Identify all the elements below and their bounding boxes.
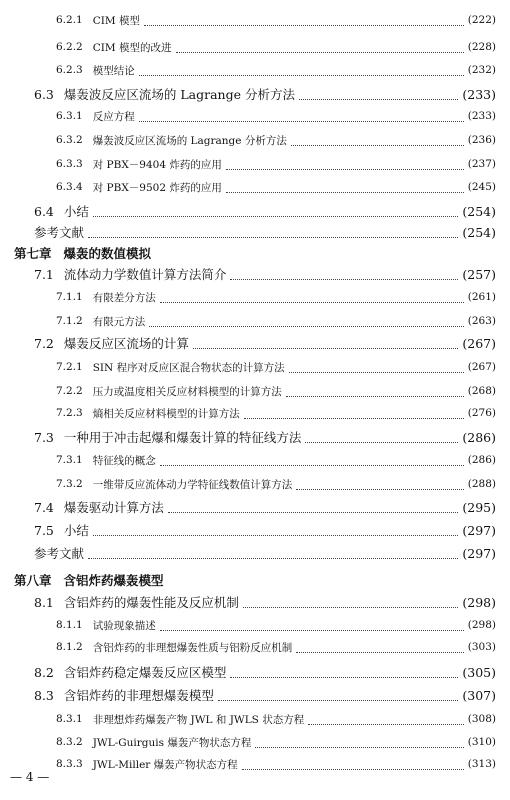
toc-entry-page: (267) <box>467 361 496 373</box>
toc-entry <box>0 285 510 309</box>
toc-entry-page: (261) <box>467 291 496 303</box>
dot-leader <box>308 724 464 725</box>
toc-entry-number: 6.4 <box>34 203 54 219</box>
toc-entry-page: (254) <box>462 203 496 219</box>
toc-entry-page: (228) <box>467 41 496 53</box>
toc-entry-page: (308) <box>467 713 496 725</box>
toc-entry-page: (232) <box>467 64 496 76</box>
toc-entry-page: (268) <box>467 385 496 397</box>
toc-entry-number: 7.1.1 <box>56 291 83 303</box>
dot-leader <box>286 396 464 397</box>
toc-entry <box>0 128 510 152</box>
toc-entry-page: (295) <box>462 499 496 515</box>
toc-entry <box>0 425 510 449</box>
toc-entry-number: 7.3.1 <box>56 454 83 466</box>
toc-entry-page: (276) <box>467 407 496 419</box>
dot-leader <box>299 99 458 100</box>
toc-entry-number: 7.1 <box>34 266 54 282</box>
dot-leader <box>144 25 464 26</box>
toc-entry-title: JWL-Guirguis 爆轰产物状态方程 <box>92 736 252 749</box>
toc-entry-title: 含铝炸药的爆轰性能及反应机制 <box>63 595 239 610</box>
toc-entry-number: 8.1.1 <box>56 619 83 631</box>
dot-leader <box>139 75 464 76</box>
toc-entry-page: (257) <box>462 266 496 282</box>
chapter-label: 第七章 <box>14 246 52 261</box>
toc-entry <box>0 262 510 286</box>
toc-entry-page: (233) <box>467 110 496 122</box>
toc-entry <box>0 331 510 355</box>
toc-entry <box>0 448 510 472</box>
dot-leader <box>296 652 464 653</box>
toc-entry-page: (297) <box>462 545 496 561</box>
toc-entry-title: 爆轰驱动计算方法 <box>63 500 164 515</box>
toc-entry-number: 7.1.2 <box>56 315 83 327</box>
toc-entry <box>0 472 510 496</box>
toc-entry-number: 8.3.2 <box>56 736 83 748</box>
dot-leader <box>226 192 464 193</box>
page-number: — 4 — <box>10 770 50 784</box>
toc-entry <box>0 707 510 731</box>
toc-entry <box>0 401 510 425</box>
toc-entry-page: (297) <box>462 522 496 538</box>
toc-entry-number: 7.3.2 <box>56 478 83 490</box>
toc-entry-page: (245) <box>467 181 496 193</box>
toc-entry-number: 7.2.3 <box>56 407 83 419</box>
toc-entry-page: (222) <box>467 14 496 26</box>
toc-entry <box>0 730 510 754</box>
toc-entry-title: 含铝炸药的非理想爆轰性质与铝粉反应机制 <box>92 641 293 654</box>
chapter-title: 爆轰的数值模拟 <box>63 246 152 261</box>
chapter-title: 含铝炸药爆轰模型 <box>63 573 164 588</box>
toc-entry-number: 6.2.1 <box>56 14 83 26</box>
toc-entry-title: 有限差分方法 <box>92 291 156 304</box>
toc-entry <box>0 518 510 542</box>
toc-entry-title: 反应方程 <box>92 110 135 123</box>
dot-leader <box>88 558 458 559</box>
toc-entry-title: 爆轰波反应区流场的 Lagrange 分析方法 <box>63 87 295 102</box>
chapter-label: 第八章 <box>14 573 52 588</box>
dot-leader <box>226 169 464 170</box>
toc-entry <box>0 104 510 128</box>
toc-entry <box>0 175 510 199</box>
toc-entry <box>0 309 510 333</box>
dot-leader <box>289 372 464 373</box>
toc-entry-title: 含铝炸药稳定爆轰反应区模型 <box>63 665 227 680</box>
toc-entry-number: 6.3.3 <box>56 158 83 170</box>
toc-entry-number: 7.5 <box>34 522 54 538</box>
toc-entry-page: (298) <box>467 619 496 631</box>
dot-leader <box>168 512 458 513</box>
dot-leader <box>88 237 458 238</box>
toc-entry-title: JWL-Miller 爆轰产物状态方程 <box>92 758 238 771</box>
dot-leader <box>230 279 458 280</box>
toc-entry <box>0 752 510 776</box>
toc-entry <box>0 152 510 176</box>
toc-entry <box>0 58 510 82</box>
toc-entry-page: (237) <box>467 158 496 170</box>
toc-entry <box>0 35 510 59</box>
toc-entry-number: 6.2.2 <box>56 41 83 53</box>
toc-entry-title: CIM 模型 <box>92 14 140 27</box>
toc-entry-number: 7.2 <box>34 335 54 351</box>
toc-entry <box>0 541 510 565</box>
dot-leader <box>305 442 458 443</box>
toc-entry-number: 6.2.3 <box>56 64 83 76</box>
dot-leader <box>93 535 458 536</box>
toc-entry-page: (236) <box>467 134 496 146</box>
toc-entry-page: (298) <box>462 594 496 610</box>
toc-entry-title: 熵相关反应材料模型的计算方法 <box>92 407 240 420</box>
toc-entry-title: 小结 <box>63 204 89 219</box>
dot-leader <box>160 630 464 631</box>
toc-entry-title: 压力或温度相关反应材料模型的计算方法 <box>92 385 282 398</box>
toc-entry-title: 对 PBX－9502 炸药的应用 <box>92 181 222 194</box>
toc-entry-number: 6.3.4 <box>56 181 83 193</box>
dot-leader <box>160 302 464 303</box>
toc-entry-page: (254) <box>462 224 496 240</box>
toc-entry-number: 6.3.2 <box>56 134 83 146</box>
dot-leader <box>160 465 464 466</box>
toc-entry-title: 模型结论 <box>92 64 135 77</box>
toc-entry-number: 8.2 <box>34 664 54 680</box>
toc-entry <box>0 355 510 379</box>
toc-entry-title: 流体动力学数值计算方法简介 <box>63 267 227 282</box>
toc-entry-title: 对 PBX－9404 炸药的应用 <box>92 158 222 171</box>
toc-entry-page: (233) <box>462 86 496 102</box>
toc-entry <box>0 590 510 614</box>
dot-leader <box>244 418 464 419</box>
toc-entry-page: (288) <box>467 478 496 490</box>
toc-entry-page: (307) <box>462 687 496 703</box>
toc-entry-page: (286) <box>462 429 496 445</box>
toc-entry-page: (263) <box>467 315 496 327</box>
dot-leader <box>255 747 463 748</box>
toc-entry-number: 8.3.3 <box>56 758 83 770</box>
toc-entry-title: SIN 程序对反应区混合物状态的计算方法 <box>92 361 285 374</box>
toc-entry-page: (286) <box>467 454 496 466</box>
toc-entry-title: 小结 <box>63 523 89 538</box>
dot-leader <box>242 769 464 770</box>
toc-entry-title: CIM 模型的改进 <box>92 41 172 54</box>
toc-entry-number: 7.3 <box>34 429 54 445</box>
dot-leader <box>291 145 464 146</box>
toc-entry-page: (310) <box>467 736 496 748</box>
dot-leader <box>93 216 458 217</box>
toc-entry <box>0 82 510 106</box>
toc-entry-page: (305) <box>462 664 496 680</box>
dot-leader <box>243 607 458 608</box>
toc-entry <box>0 635 510 659</box>
toc-entry-number: 6.3 <box>34 86 54 102</box>
toc-entry-number: 8.1 <box>34 594 54 610</box>
toc-entry-number: 7.4 <box>34 499 54 515</box>
toc-entry <box>0 660 510 684</box>
dot-leader <box>176 52 464 53</box>
toc-entry-title: 一种用于冲击起爆和爆轰计算的特征线方法 <box>63 430 302 445</box>
dot-leader <box>193 348 458 349</box>
toc-entry-title: 特征线的概念 <box>92 454 156 467</box>
toc-entry-title: 爆轰反应区流场的计算 <box>63 336 189 351</box>
toc-entry-page: (267) <box>462 335 496 351</box>
toc-entry-number: 8.3 <box>34 687 54 703</box>
toc-entry-title: 参考文献 <box>34 225 85 240</box>
toc-entry-page: (303) <box>467 641 496 653</box>
toc-entry-title: 有限元方法 <box>92 315 146 328</box>
toc-entry-title: 一维带反应流体动力学特征线数值计算方法 <box>92 478 293 491</box>
toc-entry <box>0 613 510 637</box>
chapter-heading <box>14 568 164 592</box>
toc-entry-title: 参考文献 <box>34 546 85 561</box>
dot-leader <box>230 677 458 678</box>
toc-entry <box>0 8 510 32</box>
dot-leader <box>218 700 458 701</box>
toc-entry-number: 7.2.2 <box>56 385 83 397</box>
toc-entry-page: (313) <box>467 758 496 770</box>
toc-entry-title: 非理想炸药爆轰产物 JWL 和 JWLS 状态方程 <box>92 713 305 726</box>
toc-entry <box>0 495 510 519</box>
toc-entry-title: 试验现象描述 <box>92 619 156 632</box>
toc-entry-title: 爆轰波反应区流场的 Lagrange 分析方法 <box>92 134 287 147</box>
toc-entry-number: 7.2.1 <box>56 361 83 373</box>
toc-entry-number: 6.3.1 <box>56 110 83 122</box>
toc-entry <box>0 379 510 403</box>
dot-leader <box>149 326 464 327</box>
toc-entry-title: 含铝炸药的非理想爆轰模型 <box>63 688 214 703</box>
dot-leader <box>139 121 464 122</box>
toc-entry-number: 8.1.2 <box>56 641 83 653</box>
toc-entry-number: 8.3.1 <box>56 713 83 725</box>
dot-leader <box>296 489 464 490</box>
toc-entry <box>0 683 510 707</box>
